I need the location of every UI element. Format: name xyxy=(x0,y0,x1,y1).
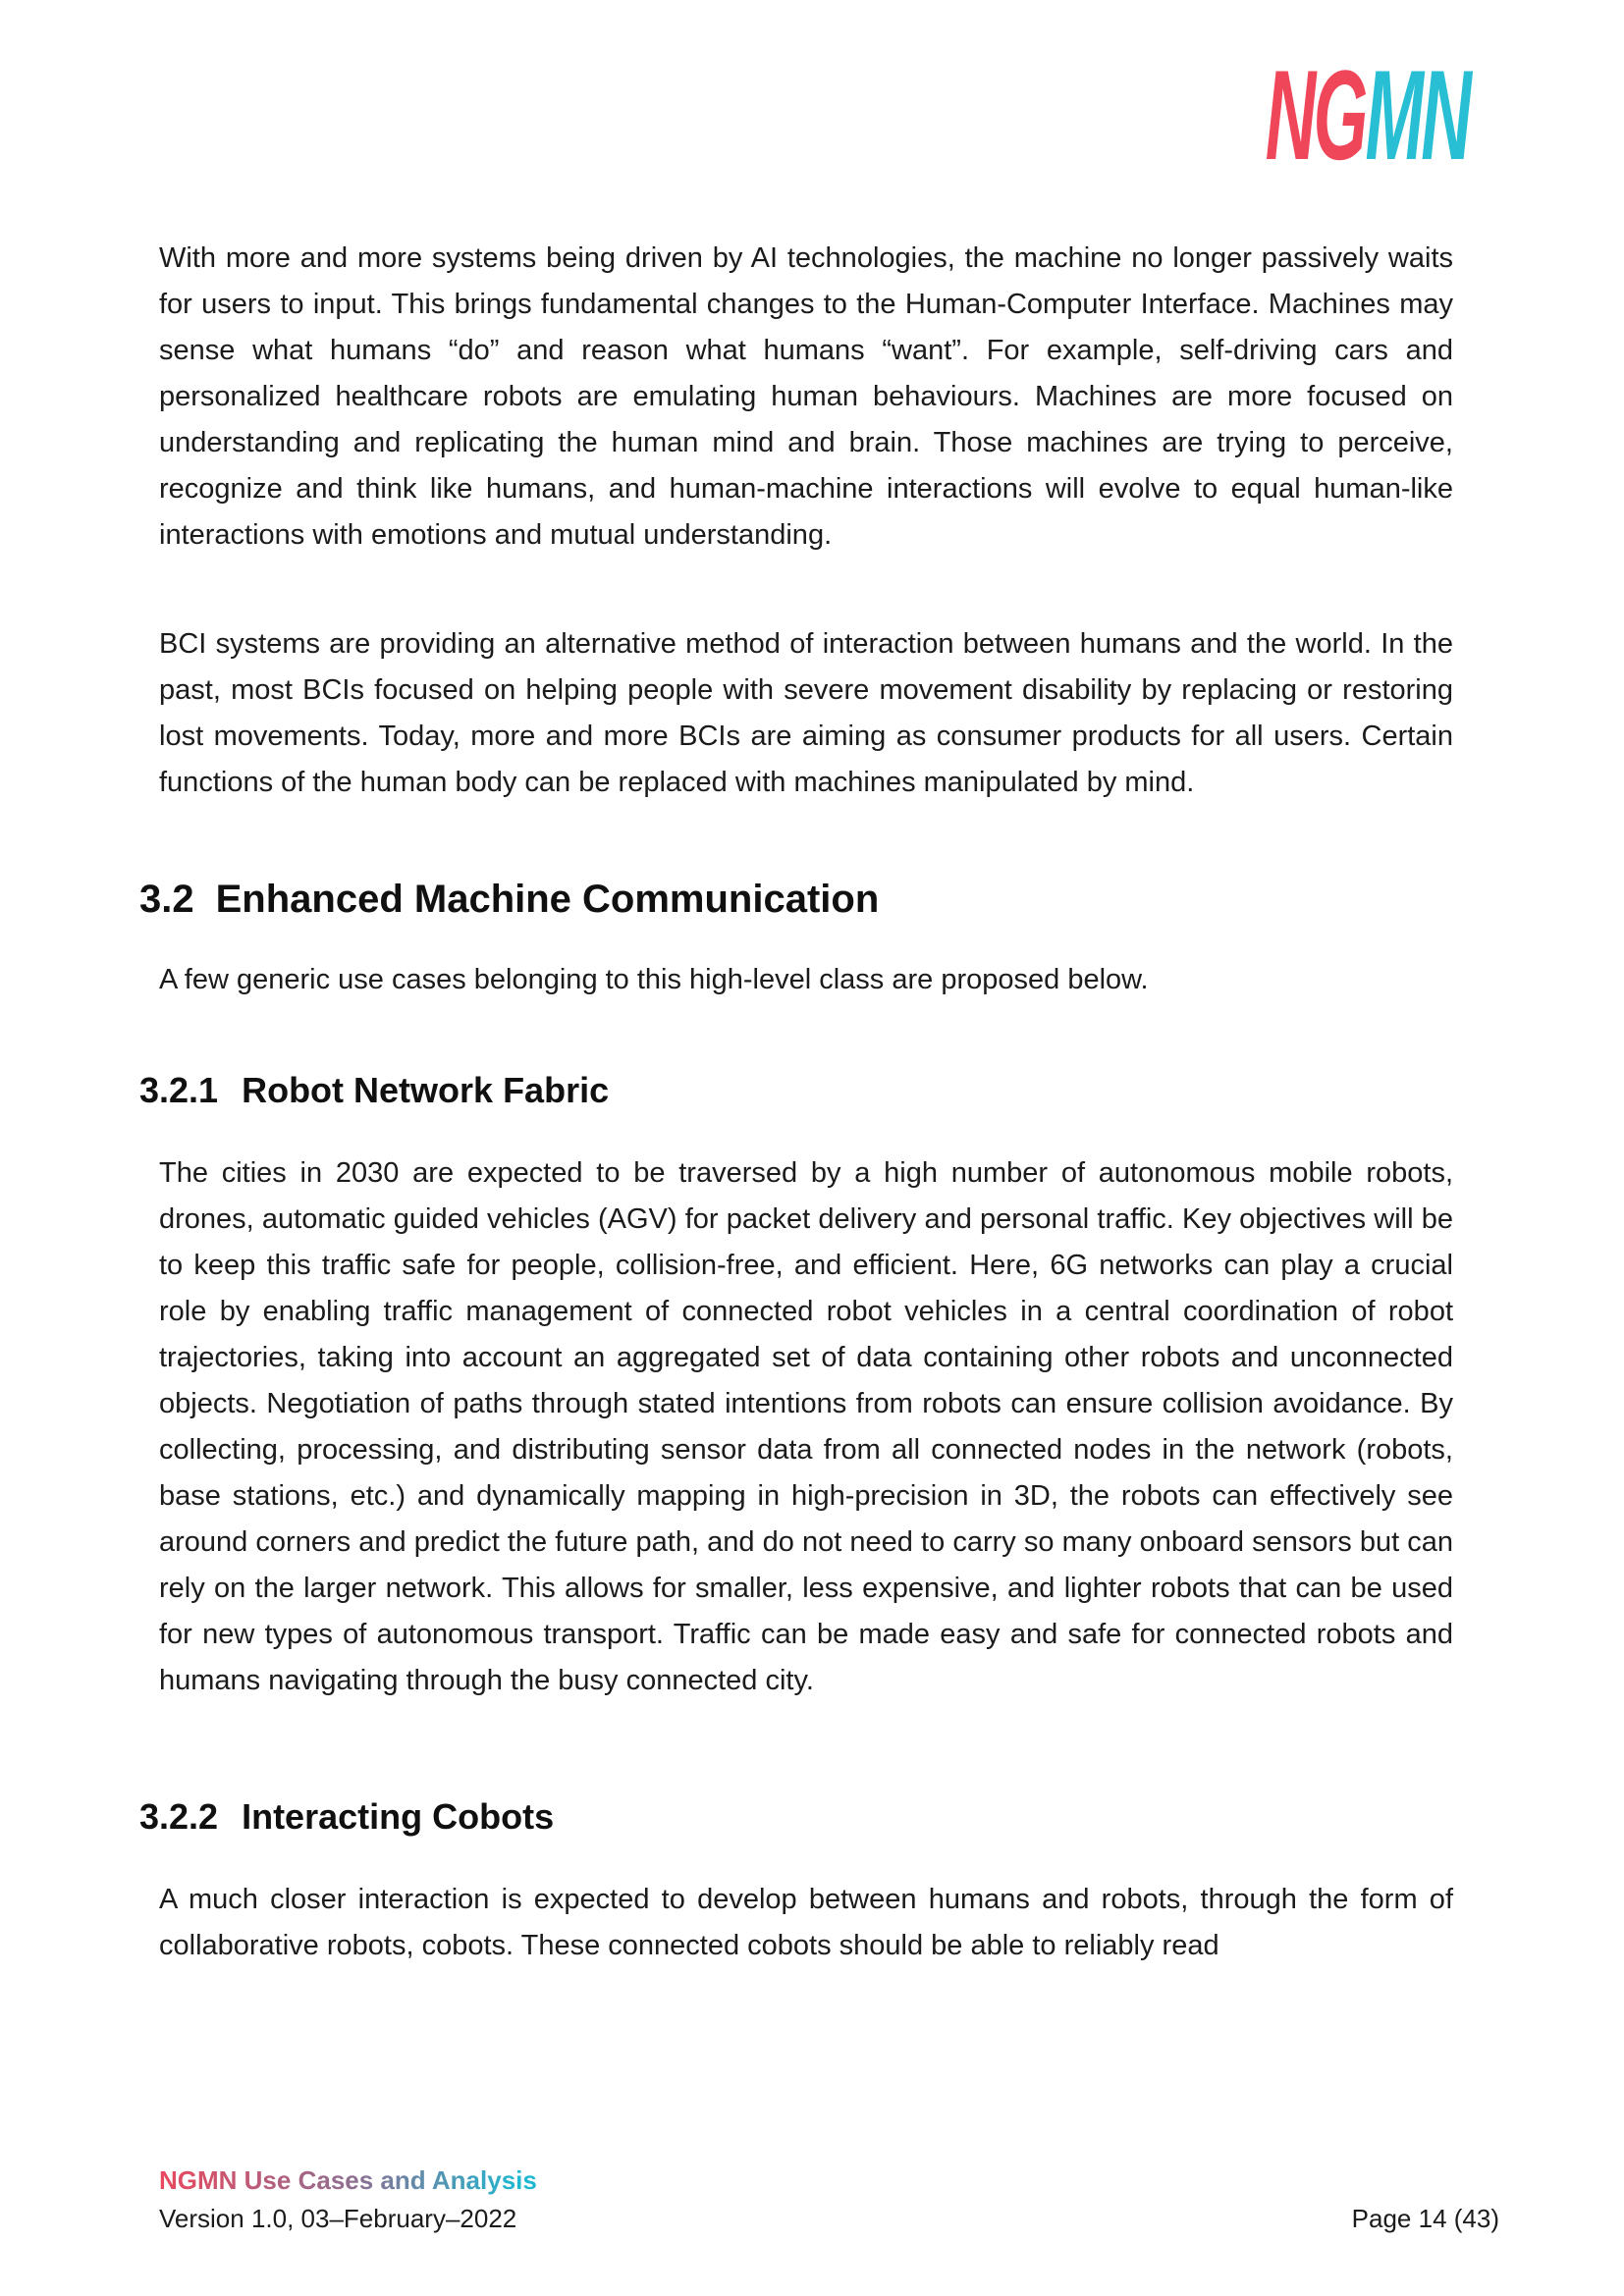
subsection-number: 3.2.1 xyxy=(139,1070,219,1110)
subsection-heading-3-2-1 xyxy=(139,1068,1453,1113)
section-number: 3.2 xyxy=(139,878,194,921)
subsection-title: Robot Network Fabric xyxy=(242,1070,610,1110)
ngmn-logo-mn: MN xyxy=(1365,43,1469,187)
body-paragraph-bci-systems: BCI systems are providing an alternative method of interaction between humans and the world. In the past, most BCIs focused on helping people with severe movement disability by replacing or restoring lost movements. Today, more and more BCIs are aiming as consumer products for all users. Certain functions of the human body can be replaced with machines manipulated by mind. xyxy=(159,628,1453,798)
subsection-heading-3-2-2 xyxy=(139,1794,1453,1840)
body-paragraph-ai-systems: With more and more systems being driven by AI technologies, the machine no longer passively waits for users to input. This brings fundamental changes to the Human-Computer Interface. Machines may sense what humans “do” and reason what humans “want”. For example, self-driving cars and personalized healthcare robots are emulating human behaviours. Machines are more focused on understanding and replicating the human mind and brain. Those machines are trying to perceive, recognize and think like humans, and human-machine interactions will evolve to equal human-like interactions with emotions and mutual understanding. xyxy=(159,242,1453,551)
subsection-number: 3.2.2 xyxy=(139,1796,219,1837)
section-heading-3-2 xyxy=(139,875,1453,924)
footer-version-line: Version 1.0, 03–February–2022 xyxy=(159,2204,517,2233)
ngmn-logo xyxy=(1265,43,1469,187)
subsection-paragraph-cobots: A much closer interaction is expected to develop between humans and robots, through the form of collaborative robots, cobots. These connected cobots should be able to reliably read xyxy=(159,1884,1453,1961)
section-intro-paragraph: A few generic use cases belonging to this high-level class are proposed below. xyxy=(159,964,1149,995)
ngmn-logo-ng: NG xyxy=(1265,43,1366,187)
page-content xyxy=(139,236,1453,2032)
footer-page-number: Page 14 (43) xyxy=(1351,2204,1499,2233)
page-footer xyxy=(159,2162,1499,2238)
footer-document-title: NGMN Use Cases and Analysis xyxy=(159,2162,537,2200)
subsection-title: Interacting Cobots xyxy=(242,1796,555,1837)
subsection-paragraph-robot-network: The cities in 2030 are expected to be traversed by a high number of autonomous mobile robots, drones, automatic guided vehicles (AGV) for packet delivery and personal traffic. Key objectives will be to keep this traffic safe for people, collision-free, and efficient. Here, 6G networks can play a crucial role by enabling traffic management of connected robot vehicles in a central coordination of robot trajectories, taking into account an aggregated set of data containing other robots and unconnected objects. Negotiation of paths through stated intentions from robots can ensure collision avoidance. By collecting, processing, and distributing sensor data from all connected nodes in the network (robots, base stations, etc.) and dynamically mapping in high-precision in 3D, the robots can effectively see around corners and predict the future path, and do not need to carry so many onboard sensors but can rely on the larger network. This allows for smaller, less expensive, and lighter robots that can be used for new types of autonomous transport. Traffic can be made easy and safe for connected robots and humans navigating through the busy connected city. xyxy=(159,1157,1453,1696)
section-title: Enhanced Machine Communication xyxy=(215,878,880,921)
